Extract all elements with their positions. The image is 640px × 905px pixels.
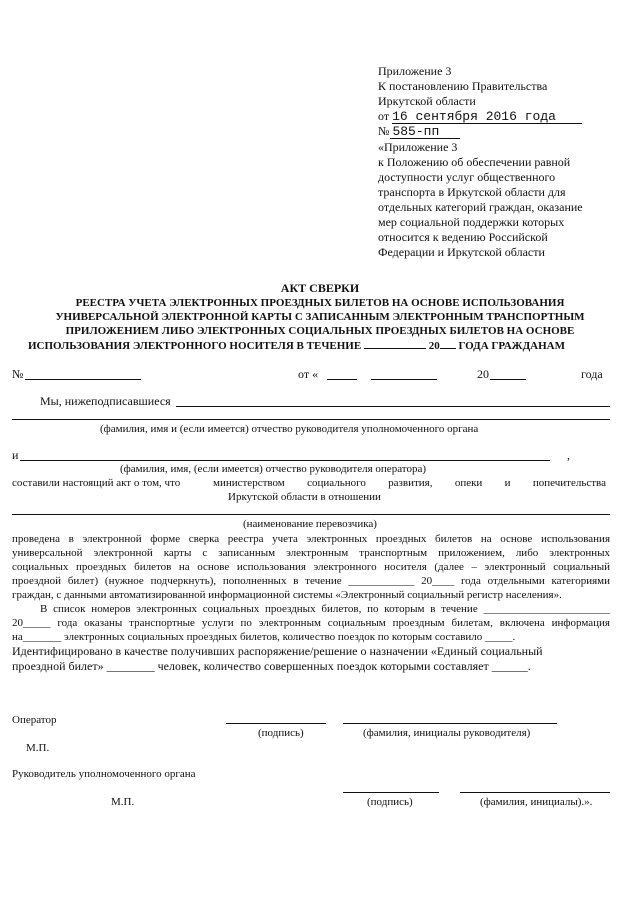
body-line: Идентифицировано в качестве получивших распоряжение/решение о назначении «Единый социальный — [12, 644, 543, 658]
operator-signature-field — [226, 723, 326, 724]
act-date-label: от « — [298, 367, 319, 381]
operator-head-field — [20, 460, 550, 461]
carrier-name-caption: (наименование перевозчика) — [243, 518, 377, 530]
operator-fio-caption: (фамилия, инициалы руководителя) — [363, 727, 531, 739]
carrier-name-field — [12, 514, 610, 515]
operator-seal-label: М.П. — [26, 742, 50, 754]
operator-label: Оператор — [12, 714, 57, 726]
act-number-label: № — [12, 367, 24, 381]
authority-head-field — [176, 406, 610, 407]
header-line: Федерации и Иркутской области — [378, 245, 545, 259]
doc-title-line-5 — [28, 338, 565, 353]
header-line: отдельных категорий граждан, оказание — [378, 200, 583, 214]
title-citizens-text: ГОДА ГРАЖДАНАМ — [458, 340, 565, 352]
body-line: 20_____ года оказаны транспортные услуги по электронным социальным проездным билетам, включена информация — [12, 617, 610, 629]
number-line — [378, 124, 439, 139]
region-label: Иркутской области — [378, 94, 476, 108]
act-statement-left: составили настоящий акт о том, что — [12, 477, 181, 489]
number-underline — [390, 138, 460, 139]
date-prefix: от — [378, 109, 390, 123]
authority-head-field-2 — [12, 419, 610, 420]
authority-head-caption: (фамилия, имя и (если имеется) отчество руководителя уполномоченного органа — [100, 423, 479, 435]
authority-signature-caption: (подпись) — [367, 796, 413, 808]
act-year-prefix: 20 — [477, 367, 489, 381]
date-value: 16 сентября 2016 года — [392, 109, 556, 124]
date-line — [378, 109, 556, 124]
header-line: транспорта в Иркутской области для — [378, 185, 566, 199]
body-line: универсальной электронной карты с записанным электронным транспортным приложением, либо электронных — [12, 547, 610, 559]
title-year-prefix: 20 — [428, 340, 440, 352]
act-year-field — [490, 379, 526, 380]
header-line: мер социальной поддержки которых — [378, 215, 565, 229]
act-day-field — [327, 379, 357, 380]
doc-title: АКТ СВЕРКИ — [280, 281, 360, 295]
body-line: проведена в электронной форме сверка реестра учета электронных проездных билетов на основе использования — [12, 533, 610, 545]
resolution-label: К постановлению Правительства — [378, 79, 548, 93]
header-line: относится к ведению Российской — [378, 230, 548, 244]
header-line: к Положению об обеспечении равной — [378, 155, 571, 169]
body-line: социальных проездных билетов на основе использования электронного носителя (далее – электронный социальный — [12, 561, 610, 573]
number-prefix: № — [378, 124, 390, 138]
operator-signature-caption: (подпись) — [258, 727, 304, 739]
operator-fio-field — [343, 723, 557, 724]
ministry-name: министерством социального развития, опеки и попечительства — [213, 477, 606, 489]
authority-seal-label: М.П. — [111, 796, 135, 808]
title-period-blank — [364, 338, 426, 349]
act-year-word: года — [581, 367, 603, 381]
body-line: проездной билет» ________ человек, количество совершенных поездок которыми составляет ______. — [12, 659, 531, 673]
appendix-label: Приложение 3 — [378, 64, 452, 78]
undersigned-label: Мы, нижеподписавшиеся — [40, 394, 171, 408]
authority-fio-field — [460, 792, 610, 793]
doc-title-line: РЕЕСТРА УЧЕТА ЭЛЕКТРОННЫХ ПРОЕЗДНЫХ БИЛЕТОВ НА ОСНОВЕ ИСПОЛЬЗОВАНИЯ — [75, 297, 565, 309]
body-line: граждан, с данными автоматизированной информационной системы «Электронный социальный регистр населения». — [12, 589, 562, 601]
ministry-region: Иркутской области в отношении — [228, 491, 381, 503]
body-line: В список номеров электронных социальных проездных билетов, по которым в течение _______________________ — [40, 603, 610, 615]
and-label: и — [12, 448, 19, 462]
comma-mark: , — [567, 448, 570, 462]
title-year-blank — [440, 338, 456, 349]
appendix-quote: «Приложение 3 — [378, 140, 458, 154]
doc-title-line: УНИВЕРСАЛЬНОЙ ЭЛЕКТРОННОЙ КАРТЫ С ЗАПИСАННЫМ ЭЛЕКТРОННЫМ ТРАНСПОРТНЫМ — [55, 311, 585, 323]
authority-head-label: Руководитель уполномоченного органа — [12, 768, 196, 780]
doc-title-line: ПРИЛОЖЕНИЕМ ЛИБО ЭЛЕКТРОННЫХ СОЦИАЛЬНЫХ ПРОЕЗДНЫХ БИЛЕТОВ НА ОСНОВЕ — [65, 325, 575, 337]
operator-head-caption: (фамилия, имя, (если имеется) отчество руководителя оператора) — [120, 463, 426, 475]
act-number-field — [25, 379, 141, 380]
act-month-field — [371, 379, 437, 380]
body-line: проездной билет) (нужное подчеркнуть), пополненных в течение ____________ 20____ года отдельными категориями — [12, 575, 610, 587]
header-line: доступности услуг общественного — [378, 170, 556, 184]
authority-signature-field — [343, 792, 439, 793]
body-line: на_______ электронных социальных проездных билетов, количество поездок по которым составило _____. — [12, 631, 516, 643]
title-period-text: ИСПОЛЬЗОВАНИЯ ЭЛЕКТРОННОГО НОСИТЕЛЯ В ТЕЧЕНИЕ — [28, 340, 362, 352]
number-value: 585-пп — [392, 124, 440, 139]
authority-fio-caption: (фамилия, инициалы).». — [480, 796, 593, 808]
